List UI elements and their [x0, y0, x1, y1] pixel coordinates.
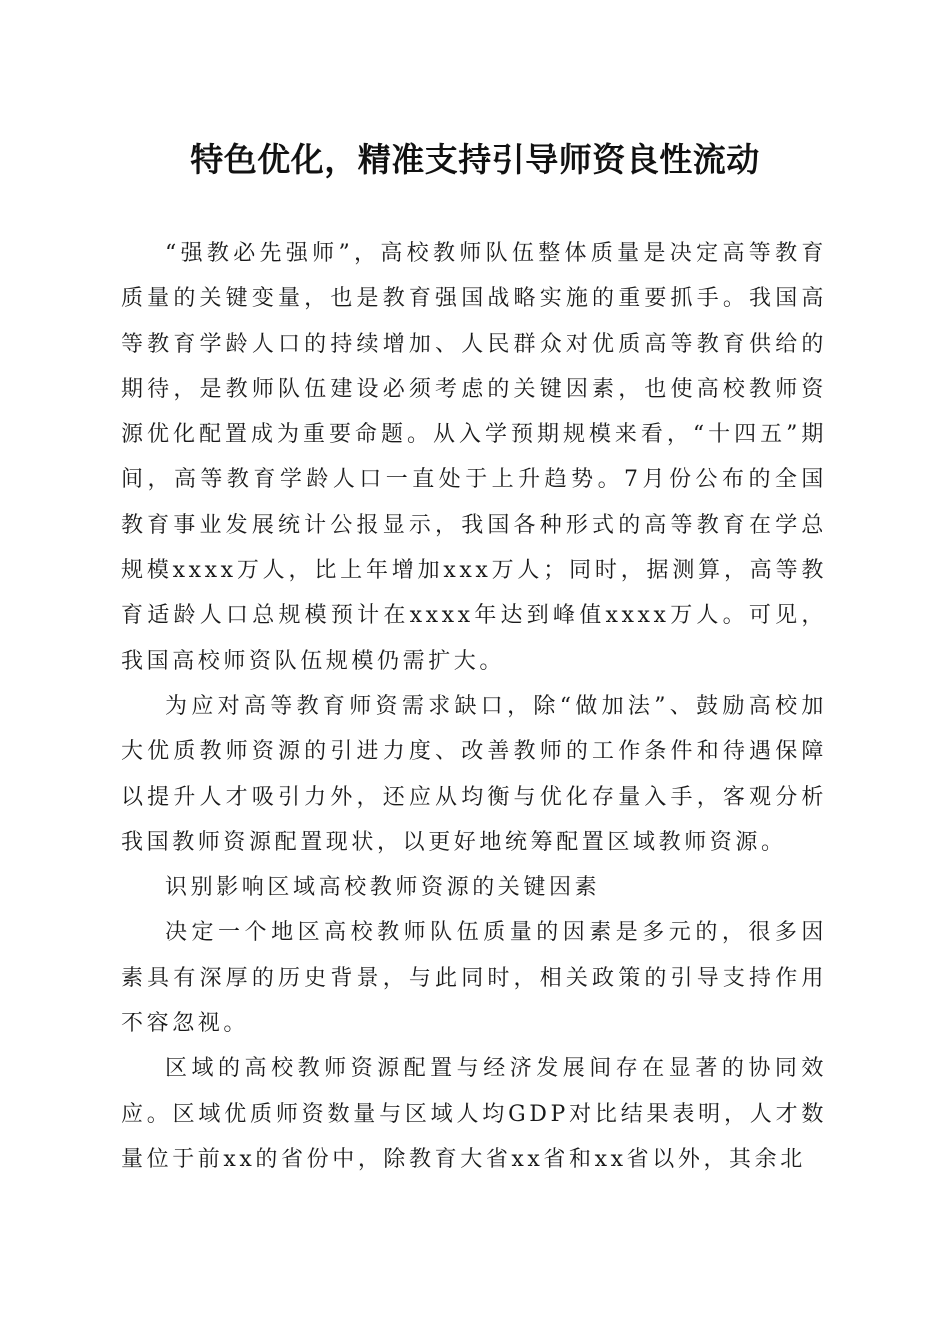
article-title: 特色优化，精准支持引导师资良性流动 [190, 140, 760, 179]
article-body [121, 231, 827, 1182]
paragraph-intro: “强教必先强师”，高校教师队伍整体质量是决定高等教育质量的关键变量，也是教育强国战略实施的重要抓手。我国高等教育学龄人口的持续增加、人民群众对优质高等教育供给的期待，是教师队伍建设必须考虑的关键因素，也使高校教师资源优化配置成为重要命题。从入学预期规模来看，“十四五”期间，高等教育学龄人口一直处于上升趋势。7月份公布的全国教育事业发展统计公报显示，我国各种形式的高等教育在学总规模xxxx万人，比上年增加xxx万人；同时，据测算，高等教育适龄人口总规模预计在xxxx年达到峰值xxxx万人。可见，我国高校师资队伍规模仍需扩大。 [121, 241, 827, 674]
paragraph-demand-gap: 为应对高等教育师资需求缺口，除“做加法”、鼓励高校加大优质教师资源的引进力度、改善教师的工作条件和待遇保障以提升人才吸引力外，还应从均衡与优化存量入手，客观分析我国教师资源配置现状，以更好地统筹配置区域教师资源。 [121, 693, 827, 855]
section-heading: 识别影响区域高校教师资源的关键因素 [165, 875, 601, 901]
paragraph-factors: 决定一个地区高校教师队伍质量的因素是多元的，很多因素具有深厚的历史背景，与此同时，相关政策的引导支持作用不容忽视。 [121, 920, 827, 1037]
paragraph-regional-economy: 区域的高校教师资源配置与经济发展间存在显著的协同效应。区域优质师资数量与区域人均GDP对比结果表明，人才数量位于前xx的省份中，除教育大省xx省和xx省以外，其余北 [121, 1056, 827, 1172]
